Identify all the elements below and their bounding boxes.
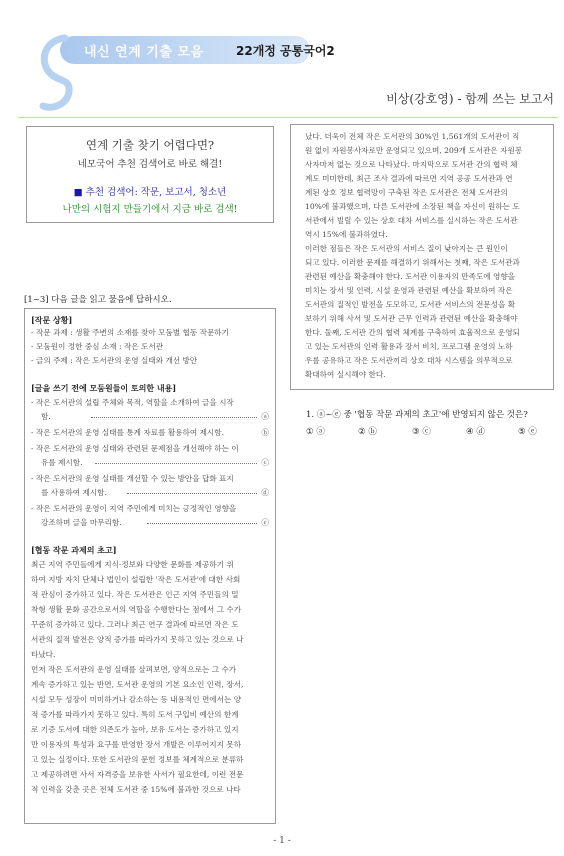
discussion-item-tail xyxy=(31,411,269,423)
right-line: 확대하여 실시해야 한다. xyxy=(305,370,386,379)
draft-line: 착형 생활 문화 공간으로서의 역할을 수행한다는 점에서 그 수가 xyxy=(31,605,242,614)
discussion-item-tail xyxy=(31,427,269,439)
right-line: 사자마저 없는 것으로 나타났다. 마지막으로 도서관 간의 협력 체 xyxy=(305,160,518,169)
header-divider xyxy=(18,117,558,118)
right-line: 원 없이 자원봉사자로만 운영되고 있으며, 209개 도서관은 자원봉 xyxy=(305,146,523,155)
draft-line: 적 증가를 따라가지 못하고 있다. 특히 도서 구입비 예산의 한계 xyxy=(31,710,239,719)
discussion-item-tail xyxy=(31,457,269,469)
right-line: 도서관의 질적인 발전을 도모하고, 도서관 서비스의 전문성을 확 xyxy=(305,300,516,309)
discussion-item-text: - 작은 도서관의 운영 실태를 통계 자료를 활용하여 제시함. xyxy=(31,428,225,437)
promo-box xyxy=(26,126,274,223)
draft-heading: [협동 작문 과제의 초고] xyxy=(31,545,117,555)
draft-line: 고 있는 실정이다. 또한 도서관의 문헌 정보를 체계적으로 분류하 xyxy=(31,755,244,764)
discussion-item-text: 를 사용하여 제시함. xyxy=(41,488,107,497)
banner-title: 내신 연계 기출 모음 xyxy=(84,45,204,60)
right-line: 한다. 둘째, 도서관 간의 협력 체계를 구축하여 효율적으로 운영되 xyxy=(305,328,520,337)
discussion-item-line: - 작은 도서관의 운영 실태를 개선할 수 있는 방안을 답화 표지 xyxy=(31,474,234,483)
draft-line: 로 기증 도서에 대한 의존도가 높아, 보유 도서는 증가하고 있지 xyxy=(31,725,239,734)
passage-box-right xyxy=(290,124,554,390)
leader-dots xyxy=(127,493,257,494)
right-line: 우를 공유하고 작은 도서관끼리 상호 대차 시스템을 의무적으로 xyxy=(305,356,513,365)
item-marker: ⓔ xyxy=(261,518,269,527)
draft-line: 계속 증가하고 있는 반면, 도서관 운영의 기본 요소인 인력, 장서, xyxy=(31,680,244,689)
right-line: 보하기 위해 사서 및 도서관 근무 인력과 관련된 예산을 확충해야 xyxy=(305,314,518,323)
promo-keywords: ■ 추천 검색어: 작문, 보고서, 청소년 xyxy=(73,187,227,198)
promo-title: 연계 기출 찾기 어렵다면? xyxy=(85,138,215,152)
option-2[interactable]: ② ⓑ xyxy=(358,427,377,437)
discussion-item-tail xyxy=(31,487,269,499)
question-1: 1. ⓐ~ⓔ 중 '협동 작문 과제의 초고'에 반영되지 않은 것은? xyxy=(306,410,528,420)
draft-line: 꾸준히 증가하고 있다. 그러나 최근 연구 결과에 따르면 작은 도 xyxy=(31,620,239,629)
discussion-item-line: - 작은 도서관의 운영 실태와 관련된 문제점을 개선해야 하는 이 xyxy=(31,444,239,453)
draft-line: 하여 지방 자치 단체나 법인이 설립한 '작은 도서관'에 대한 사회 xyxy=(31,575,241,584)
discussion-heading: [글을 쓰기 전에 모둠원들이 토의한 내용] xyxy=(31,383,177,393)
option-1[interactable]: ① ⓐ xyxy=(306,427,325,437)
item-marker: ⓒ xyxy=(261,458,269,467)
right-line: 계된 상호 정보 협력망이 구축된 작은 도서관은 전체 도서관의 xyxy=(305,188,508,197)
option-5[interactable]: ⑤ ⓔ xyxy=(518,427,537,437)
draft-line: 시설 모두 성장이 미미하거나 감소하는 등 내용적인 면에서는 양 xyxy=(31,695,242,704)
right-line: 고 있는 도서관의 인력 활용과 장서 비치, 프로그램 운영의 노하 xyxy=(305,342,513,351)
right-line: 역시 15%에 불과하였다. xyxy=(305,230,388,239)
swirl-logo-icon xyxy=(35,30,81,120)
option-4[interactable]: ④ ⓓ xyxy=(466,427,485,437)
item-marker: ⓑ xyxy=(261,428,269,437)
situation-line: - 모둠원이 정한 중심 소재 : 작은 도서관 xyxy=(31,342,164,351)
question-intro: [1~3] 다음 글을 읽고 물음에 답하시오. xyxy=(24,295,172,305)
right-line: 되고 있다. 이러한 문제를 해결하기 위해서는 첫째, 작은 도서관과 xyxy=(305,258,520,267)
draft-line: 적 관심이 증가하고 있다. 작은 도서관은 인근 지역 주민들의 밀 xyxy=(31,590,239,599)
item-marker: ⓐ xyxy=(261,412,269,421)
situation-heading: [작문 상황] xyxy=(31,315,73,325)
discussion-item-text: 유를 제시함. xyxy=(41,458,83,467)
situation-line: - 작문 과제 : 생활 주변의 소재를 찾아 모둠별 협동 작문하기 xyxy=(31,328,229,337)
promo-subtitle: 네모국어 추천 검색어로 바로 해결! xyxy=(77,159,223,170)
right-line: 10%에 불과했으며, 다른 도서관에 소장된 책을 자신이 원하는 도 xyxy=(305,202,520,211)
draft-line: 최근 지역 주민들에게 지식·정보와 다양한 문화를 제공하기 위 xyxy=(31,560,234,569)
draft-line: 타났다. xyxy=(31,650,56,659)
draft-line: 서관의 질적 발전은 양적 증가를 따라가지 못하고 있는 것으로 나 xyxy=(31,635,244,644)
leader-dots xyxy=(95,463,257,464)
item-marker: ⓓ xyxy=(261,488,269,497)
promo-cta: 나만의 시험지 만들기에서 지금 바로 검색! xyxy=(62,204,238,215)
page-number: - 1 - xyxy=(273,836,291,846)
source-title: 비상(강호영) - 함께 쓰는 보고서 xyxy=(386,92,554,106)
draft-line: 고 제공하려면 사서 자격증을 보유한 사서가 필요한데, 이런 전문 xyxy=(31,770,244,779)
discussion-item-line: - 작은 도서관의 설립 주체와 목적, 역할을 소개하여 글을 시작 xyxy=(31,398,234,407)
discussion-item-text: 함. xyxy=(41,412,51,421)
passage-box-left xyxy=(24,308,276,824)
right-line: 났다. 더욱이 전체 작은 도서관의 30%인 1,561개의 도서관이 직 xyxy=(305,132,520,141)
option-3[interactable]: ③ ⓒ xyxy=(412,427,431,437)
right-line: 이러한 점들은 작은 도서관의 서비스 질이 낮아지는 큰 원인이 xyxy=(305,244,508,253)
draft-line: 만 이용자의 특성과 요구를 반영한 장서 개발은 이루어지지 못하 xyxy=(31,740,242,749)
leader-dots xyxy=(91,417,257,418)
draft-line: 먼저 작은 도서관의 운영 실태를 살펴보면, 양적으로는 그 수가 xyxy=(31,665,237,674)
discussion-item-line: - 작은 도서관의 운영이 지역 주민에게 미치는 긍정적인 영향을 xyxy=(31,504,237,513)
discussion-item-text: 강조하며 글을 마무리함. xyxy=(41,518,122,527)
right-line: 계도 미미한데, 최근 조사 결과에 따르면 지역 공공 도서관과 연 xyxy=(305,174,513,183)
banner-subject: 22개정 공통국어2 xyxy=(236,44,335,58)
right-line: 미치는 장서 및 인력, 시설 운영과 관련된 예산을 확보하여 작은 xyxy=(305,286,513,295)
leader-dots xyxy=(147,523,257,524)
right-line: 관련된 예산을 확충해야 한다. 도서관 이용자의 만족도에 영향을 xyxy=(305,272,516,281)
draft-line: 적 인력을 갖춘 곳은 전체 도서관 중 15%에 불과한 것으로 나타 xyxy=(31,785,241,794)
situation-line: - 글의 주제 : 작은 도서관의 운영 실태와 개선 방안 xyxy=(31,356,198,365)
discussion-item-tail xyxy=(31,517,269,529)
right-line: 서관에서 빌릴 수 있는 상호 대차 서비스를 실시하는 작은 도서관 xyxy=(305,216,518,225)
